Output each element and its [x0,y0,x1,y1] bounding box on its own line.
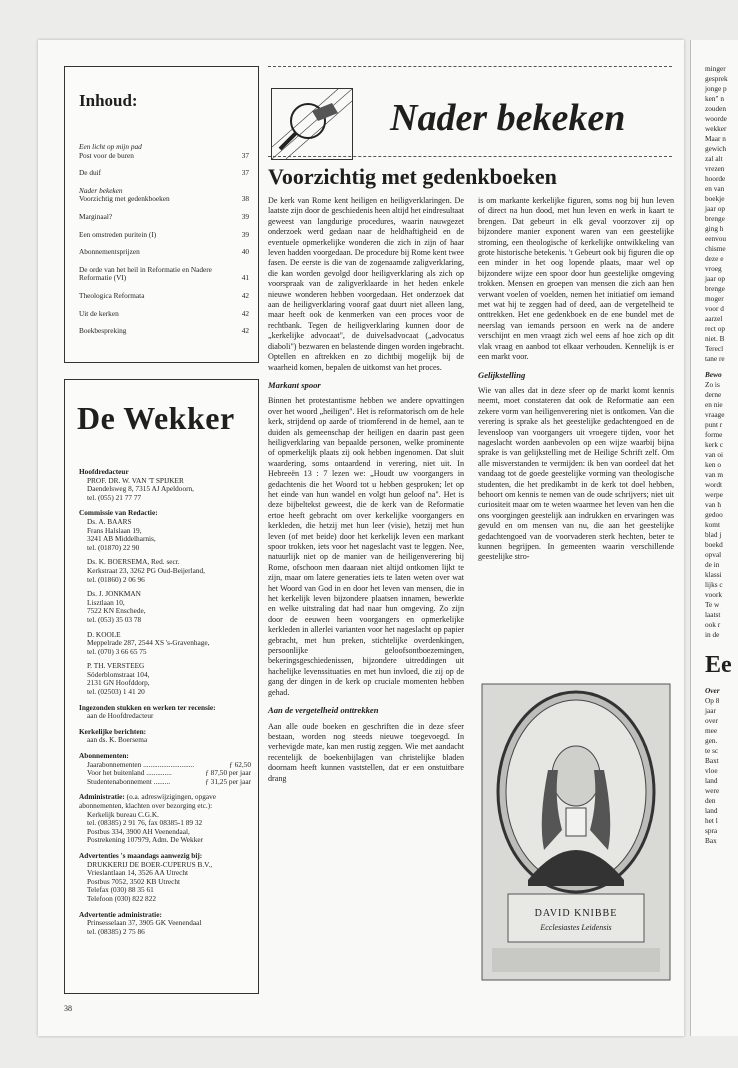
edge-text [705,64,738,846]
toc-page: 37 [241,168,249,178]
administratie-block: Administratie: (o.a. adreswijzigingen, opgave abonnementen, klachten over bezorging etc.): Kerkelijk bureau C.G.K. tel. (08385) 2 91 76, fax 08385-1 89 32 Postbus 334, 3900 AH Veenendaal, Postrekening 107979, Adm. De Wekker [79,792,216,845]
edge-line: Zo is [705,380,720,389]
section-heading: Gelijkstelling [478,369,526,380]
edge-line: boekje [705,194,725,203]
edge-line: punt r [705,420,723,429]
edge-heading: Bewo [705,370,722,379]
edge-heading: Over [705,686,720,695]
paragraph: Aan alle oude boeken en geschriften die in deze sfeer bestaan, worden nog steeds nieuwe toegevoegd. In verhevigde mate, kan men rustig zeggen. Wie met aandacht recentelijk de boekenbijlagen van christelijke bladen doornam heeft kunnen vaststellen, dat er een onstuitbare drang [268,721,464,783]
edge-line: brenge [705,284,725,293]
toc-entry-title: Abonnementsprijzen [79,247,140,257]
abonnementen-block: Abonnementen: Jaarabonnementen ............................ ƒ 62,50 Voor het buitenland .............. ƒ 87,50 per jaar Studentenabonnement ......... ƒ 31,25 per jaar [79,751,251,786]
edge-line: land [705,806,718,815]
toc-page: 39 [241,229,249,239]
toc-entry-title: De duif [79,168,102,178]
article-column-1 [268,196,464,1026]
edge-line: in de [705,630,720,639]
edge-line: vloe [705,766,718,775]
edge-line: en nie [705,400,723,409]
magnifier-icon [272,89,352,159]
edge-line: rect op [705,324,726,333]
toc-item [79,327,249,336]
edge-line: hoorde [705,174,726,183]
advertenties-block: Advertenties 's maandags aanwezig bij: DRUKKERIJ DE BOER-CUPERUS B.V., Vrieslantlaan 14, 3526 AA Utrecht Postbus 7052, 3502 KB Utrecht Telefax (030) 88 35 61 Telefoon (030) 822 822 [79,850,213,903]
toc-page: 42 [241,290,249,300]
edge-line: gesprek [705,74,728,83]
colophon [64,379,259,994]
toc-item [79,187,249,204]
price-row: Voor het buitenland .............. ƒ 87,50 per jaar [87,768,251,778]
toc-page: 37 [241,150,249,160]
edge-line: Bax [705,836,717,845]
page-number: 38 [64,1004,72,1013]
toc-item [79,213,249,222]
edge-line: jaar op [705,274,726,283]
toc-item [79,310,249,319]
edge-line: gewich [705,144,727,153]
toc-page: 40 [241,247,249,257]
magazine-page [38,40,684,1036]
edge-line: niet. B [705,334,725,343]
article-column-2 [478,196,674,676]
section-heading: Markant spoor [268,379,321,390]
portrait-subtitle: Ecclesiastes Leidensis [540,923,612,932]
portrait-caption: DAVID KNIBBE [534,908,618,919]
edge-line: Baxt [705,756,719,765]
toc-item [79,231,249,240]
edge-line: de in [705,560,720,569]
edge-line: en van [705,184,725,193]
edge-line: van h [705,500,722,509]
edge-line: vrezen [705,164,725,173]
toc-item [79,292,249,301]
toc-entry-title: Marginaal? [79,211,113,221]
toc-entry-title: De orde van het heil in Reformatie en Nadere Reformatie (VI) [79,264,212,283]
edge-line: moger [705,294,724,303]
ingezonden-block: Ingezonden stukken en werken ter recensie: aan de Hoofdredacteur [79,702,216,721]
edge-line: voor d [705,304,724,313]
edge-line: ken o [705,460,722,469]
section-heading: Aan de vergetelheid onttrekken [268,705,379,716]
paragraph: Binnen het protestantisme hebben we andere opvattingen over het woord „heiligen". Het is reformatorisch om de hele kerk, strijdend op aarde of triomferend in de hemel, aan te duiden als gemeenschap der heiligen en daarin past geen heiligverklaring van bepaalde personen, welke prominente of opmerkelijk plaats zij ook hebben ingenomen. Dat sluit waardering, soms ontaardend in verering, niet uit. In Hebreeën 13 : 7 lezen we: „Houdt uw voorgangers in gedachtenis die het Woord tot u hebben gesproken; let op het einde van hun wandel en volgt hun geloof na". Het is deze bijbeltekst geweest, die de kerk van de Reformatie ertoe heeft gebracht om over kerkelijke voorgangers en kerkleden, die hetzij met hun leer (visie), hetzij met hun leven (of met beide) door het kerkelijk leven een markant spoor trokken, iets voor het nageslacht vast te leggen. Nee, natuurlijk niet op de manier van de heiligenverering bij Rome, ofschoon men daaraan niet altijd ontkomen lijkt te zijn, maar om latere generaties iets te laten weten over wat het Woord van God in en door het leven van mensen, die in het kerkelijk leven bijzondere plaatsen innamen, bewerkte en welke uitstraling dat had naar hun omgeving. Zo zijn door de eeuwen heen voorgangers en opmerkelijke kerkleden in allerlei varianten voor het nageslacht op papier gebracht, met hun preken, stichtelijke overdenkingen, persoonlijke geloofsontboezemingen, bekeringsgeschiedenissen, bijzondere uitreddingen uit hachelijke levenssituaties en met hun invloed, die zij op de gang der dingen in de kerk op cruciale momenten hebben gehad. [268,396,464,697]
edge-line: jaar op [705,204,726,213]
edge-line: tane re [705,354,725,363]
edge-line: wordt [705,480,723,489]
edge-line: gedoo [705,510,723,519]
toc-list [79,143,249,345]
edge-line: boekd [705,540,723,549]
edge-line: Terecl [705,344,724,353]
member-entry: Ds. J. JONKMAN Lisztlaan 10, 7522 KN Enschede, tel. (053) 35 03 78 [87,589,146,624]
banner-title: Nader bekeken [390,97,626,139]
edge-line: den [705,796,716,805]
edge-line: laatst [705,610,721,619]
edge-line: blad j [705,530,722,539]
paragraph: Wie van alles dat in deze sfeer op de markt komt kennis neemt, moet constateren dat ook de Reformatie aan een zekere vorm van heiligenverering niet is ontkomen. Van die verering is sprake als het geestelijke gedachtengoed en de levensloop van voorgangers uit vroegere tijden, voor het nageslacht worden aanbevolen op een wijze waarbij bijna sprake is van gelijkstelling met de Heilige Schrift zelf. Om alle misverstanden te vermijden: ik ben van oordeel dat het vandaag tot de goede geestelijke vorming van theologische studenten, die het predikambt in de kerk tot doel hebben, behoort om kennis te nemen van de oude schrijvers; niet uit curiositeit maar om te weten waarmee het leven van hen die ons voorgingen geestelijk aan indrukken en ervaringen was gevuld en om mensen van nu, die aan het geestelijke gedachtengoed van de voorvaderen sterk hechten, beter te kunnen begrijpen. In gemeenten waarin verschillende geestelijke stro- [478,385,674,562]
edge-line: lijks c [705,580,723,589]
toc-entry-title: Post voor de buren [79,150,134,160]
toc-entry-title: Voorzichtig met gedenkboeken [79,194,170,204]
edge-line: eenvou [705,234,727,243]
edge-line: chisme [705,244,726,253]
edge-line: zal alt [705,154,723,163]
edge-line: derne [705,390,722,399]
toc-item [79,266,249,283]
member-entry: Ds. K. BOERSEMA, Red. secr. Kerkstraat 23, 3262 PG Oud-Beijerland, tel. (01860) 2 06 96 [87,557,205,584]
hoofdredacteur-block: Hoofdredacteur PROF. DR. W. VAN 'T SPIJKER Daendelsweg 8, 7315 AJ Apeldoorn, tel. (055) 21 77 77 [79,467,195,502]
member-entry: Ds. A. BAARS Frans Halslaan 19, 3241 AB Middelharnis, tel. (01870) 22 90 [87,516,156,552]
edge-line: werpe [705,490,723,499]
advertentie-admin-block: Advertentie administratie: Prinsesselaan 37, 3905 GK Veenendaal tel. (08385) 2 75 86 [79,909,202,936]
edge-line: komt [705,520,720,529]
edge-line: ook r [705,620,721,629]
top-rule [268,66,672,67]
edge-line: wekker [705,124,727,133]
edge-line: van oi [705,450,724,459]
paragraph: De kerk van Rome kent heiligen en heiligverklaringen. De laatste zijn door de geschiedenis heen altijd het eindresultaat geweest van langdurige procedures, waarin nauwgezet onderzoek werd gedaan naar de heldhaftigheid en de eventuele opmerkelijke wonderen die zich in zijn of haar leven hadden voorgedaan. De procedure bij Rome kent twee fasen. De eerste is die van de zogenaamde zaligverklaring, die kan worden gevolgd door heiligverklaring als zich op voorspraak van de zaligverklaarde in het heden enkele nieuwe wonderen hebben voorgedaan. Het onderzoek dat aan de heiligverklaring vooraf gaat duurt niet alleen lang, maar heeft ook de kenmerken van een proces voor de rechtbank. Tegen de heiligverklaring kunnen door de „kerkelijke advocaat", de duivelsadvocaat („advocatus diaboli") bezwaren en belastende dingen worden ingebracht. Optellen en aftrekken en zo dichtbij mogelijk bij de waarheid komen, bepalen de uitkomst van het proces. [268,196,464,372]
edge-line: Op 8 [705,696,720,705]
member-entry: D. KOOLE Meppelrade 287, 2544 XS 's-Gravenhage, tel. (070) 3 66 65 75 [87,629,210,656]
column-logo [271,88,353,160]
edge-line: jonge p [705,84,727,93]
toc-entry-title: Theologica Reformata [79,290,145,300]
edge-line: het l [705,816,718,825]
edge-line: klassi [705,570,722,579]
edge-line: land [705,776,718,785]
edge-line: gen. [705,736,718,745]
toc-item [79,248,249,257]
toc-entry-title: Een omstreden puritein (I) [79,229,157,239]
edge-line: te sc [705,746,719,755]
article-title: Voorzichtig met gedenkboeken [268,164,557,189]
edge-line: vraage [705,410,725,419]
edge-line: brenge [705,214,725,223]
toc-entry-title: Boekbespreking [79,326,127,336]
edge-line: ging h [705,224,724,233]
edge-line: woorde [705,114,727,123]
kerkelijke-block: Kerkelijke berichten: aan ds. K. Boersema [79,726,148,745]
magazine-title: De Wekker [77,400,235,436]
edge-line: were [705,786,720,795]
table-of-contents [64,66,259,363]
toc-kicker: Nader bekeken [79,185,123,195]
toc-page: 38 [241,194,249,204]
edge-line: aarzel [705,314,723,323]
edge-line: minger [705,64,726,73]
member-entry: P. TH. VERSTEEG Söderblomstraat 104, 2131 GN Hoofddorp, tel. (02503) 1 41 20 [87,661,150,697]
edge-line: voork [705,590,723,599]
toc-item [79,169,249,178]
toc-page: 41 [241,273,249,283]
commissie-block: Commissie van Redactie: Ds. A. BAARS Frans Halslaan 19, 3241 AB Middelharnis, tel. (01870) 22 90 Ds. K. BOERSEMA, Red. secr. Kerkstraat 23, 3262 PG Oud-Beijerland, tel. (01860) 2 06 96 Ds. J. JONKMAN Lisztlaan 10, 7522 KN Enschede, tel. (053) 35 03 78 D. KOOLE Meppelrade 287, 2544 XS 's-Gravenhage, tel. (070) 3 66 65 75 P. TH. VERSTEEG Söderblomstraat 104, 2131 GN Hoofddorp, tel. (02503) 1 41 20 [79,509,251,696]
toc-entry-title: Uit de kerken [79,308,119,318]
edge-line: mee [705,726,718,735]
toc-title: Inhoud: [79,91,138,110]
edge-line: deze e [705,254,724,263]
edge-line: kerk c [705,440,724,449]
edge-big-title: Ee [705,652,732,678]
colophon-body [79,468,251,943]
portrait-engraving [478,680,674,984]
price-row: Jaarabonnementen ............................ ƒ 62,50 [87,759,251,769]
toc-page: 42 [241,308,249,318]
toc-page: 39 [241,211,249,221]
banner-rule [268,156,672,157]
edge-line: jaar [705,706,716,715]
toc-page: 42 [241,326,249,336]
edge-line: over [705,716,718,725]
edge-line: forme [705,430,723,439]
toc-kicker: Een licht op mijn pad [79,142,142,151]
edge-line: spra [705,826,718,835]
toc-item [79,143,249,160]
edge-line: van m [705,470,724,479]
paragraph: is om markante kerkelijke figuren, soms nog bij hun leven of direct na hun dood, met hun leven en werk in kaart te brengen. Dat gebeurt in elk geval voorzover zij op bijzondere manier exponent waren van een geestelijke stroming, een theologische of kerkelijke ontwikkeling van grote historische betekenis. 't Gebeurt ook bij figuren die op een minder in het oog lopende plaats, maar wel op bijzondere wijze een spoor door hun geestelijke omgeving trokken. Mensen en groepen van mensen die zich aan hen verwant voelen of voelden, nemen het initiatief om iemand met wat hij te zeggen had of deed, aan de vergetelheid te onttrekken. Het ene gedenkboek en de ene bundel met de neerslag van iemands persoon en werk na de andere verschijnt en men vraagt zich wel eens af hoe zich op dit vlak vraag en aanbod tot elkaar verhouden. Kennelijk is er een markt voor. [478,196,674,362]
edge-line: vroeg [705,264,722,273]
edge-line: Maar n [705,134,726,143]
next-page-edge [690,40,738,1036]
price-row: Studentenabonnement ......... ƒ 31,25 per jaar [87,776,251,786]
edge-line: zouden [705,104,727,113]
edge-line: ken" n [705,94,724,103]
edge-line: Te w [705,600,720,609]
edge-line: opval [705,550,722,559]
